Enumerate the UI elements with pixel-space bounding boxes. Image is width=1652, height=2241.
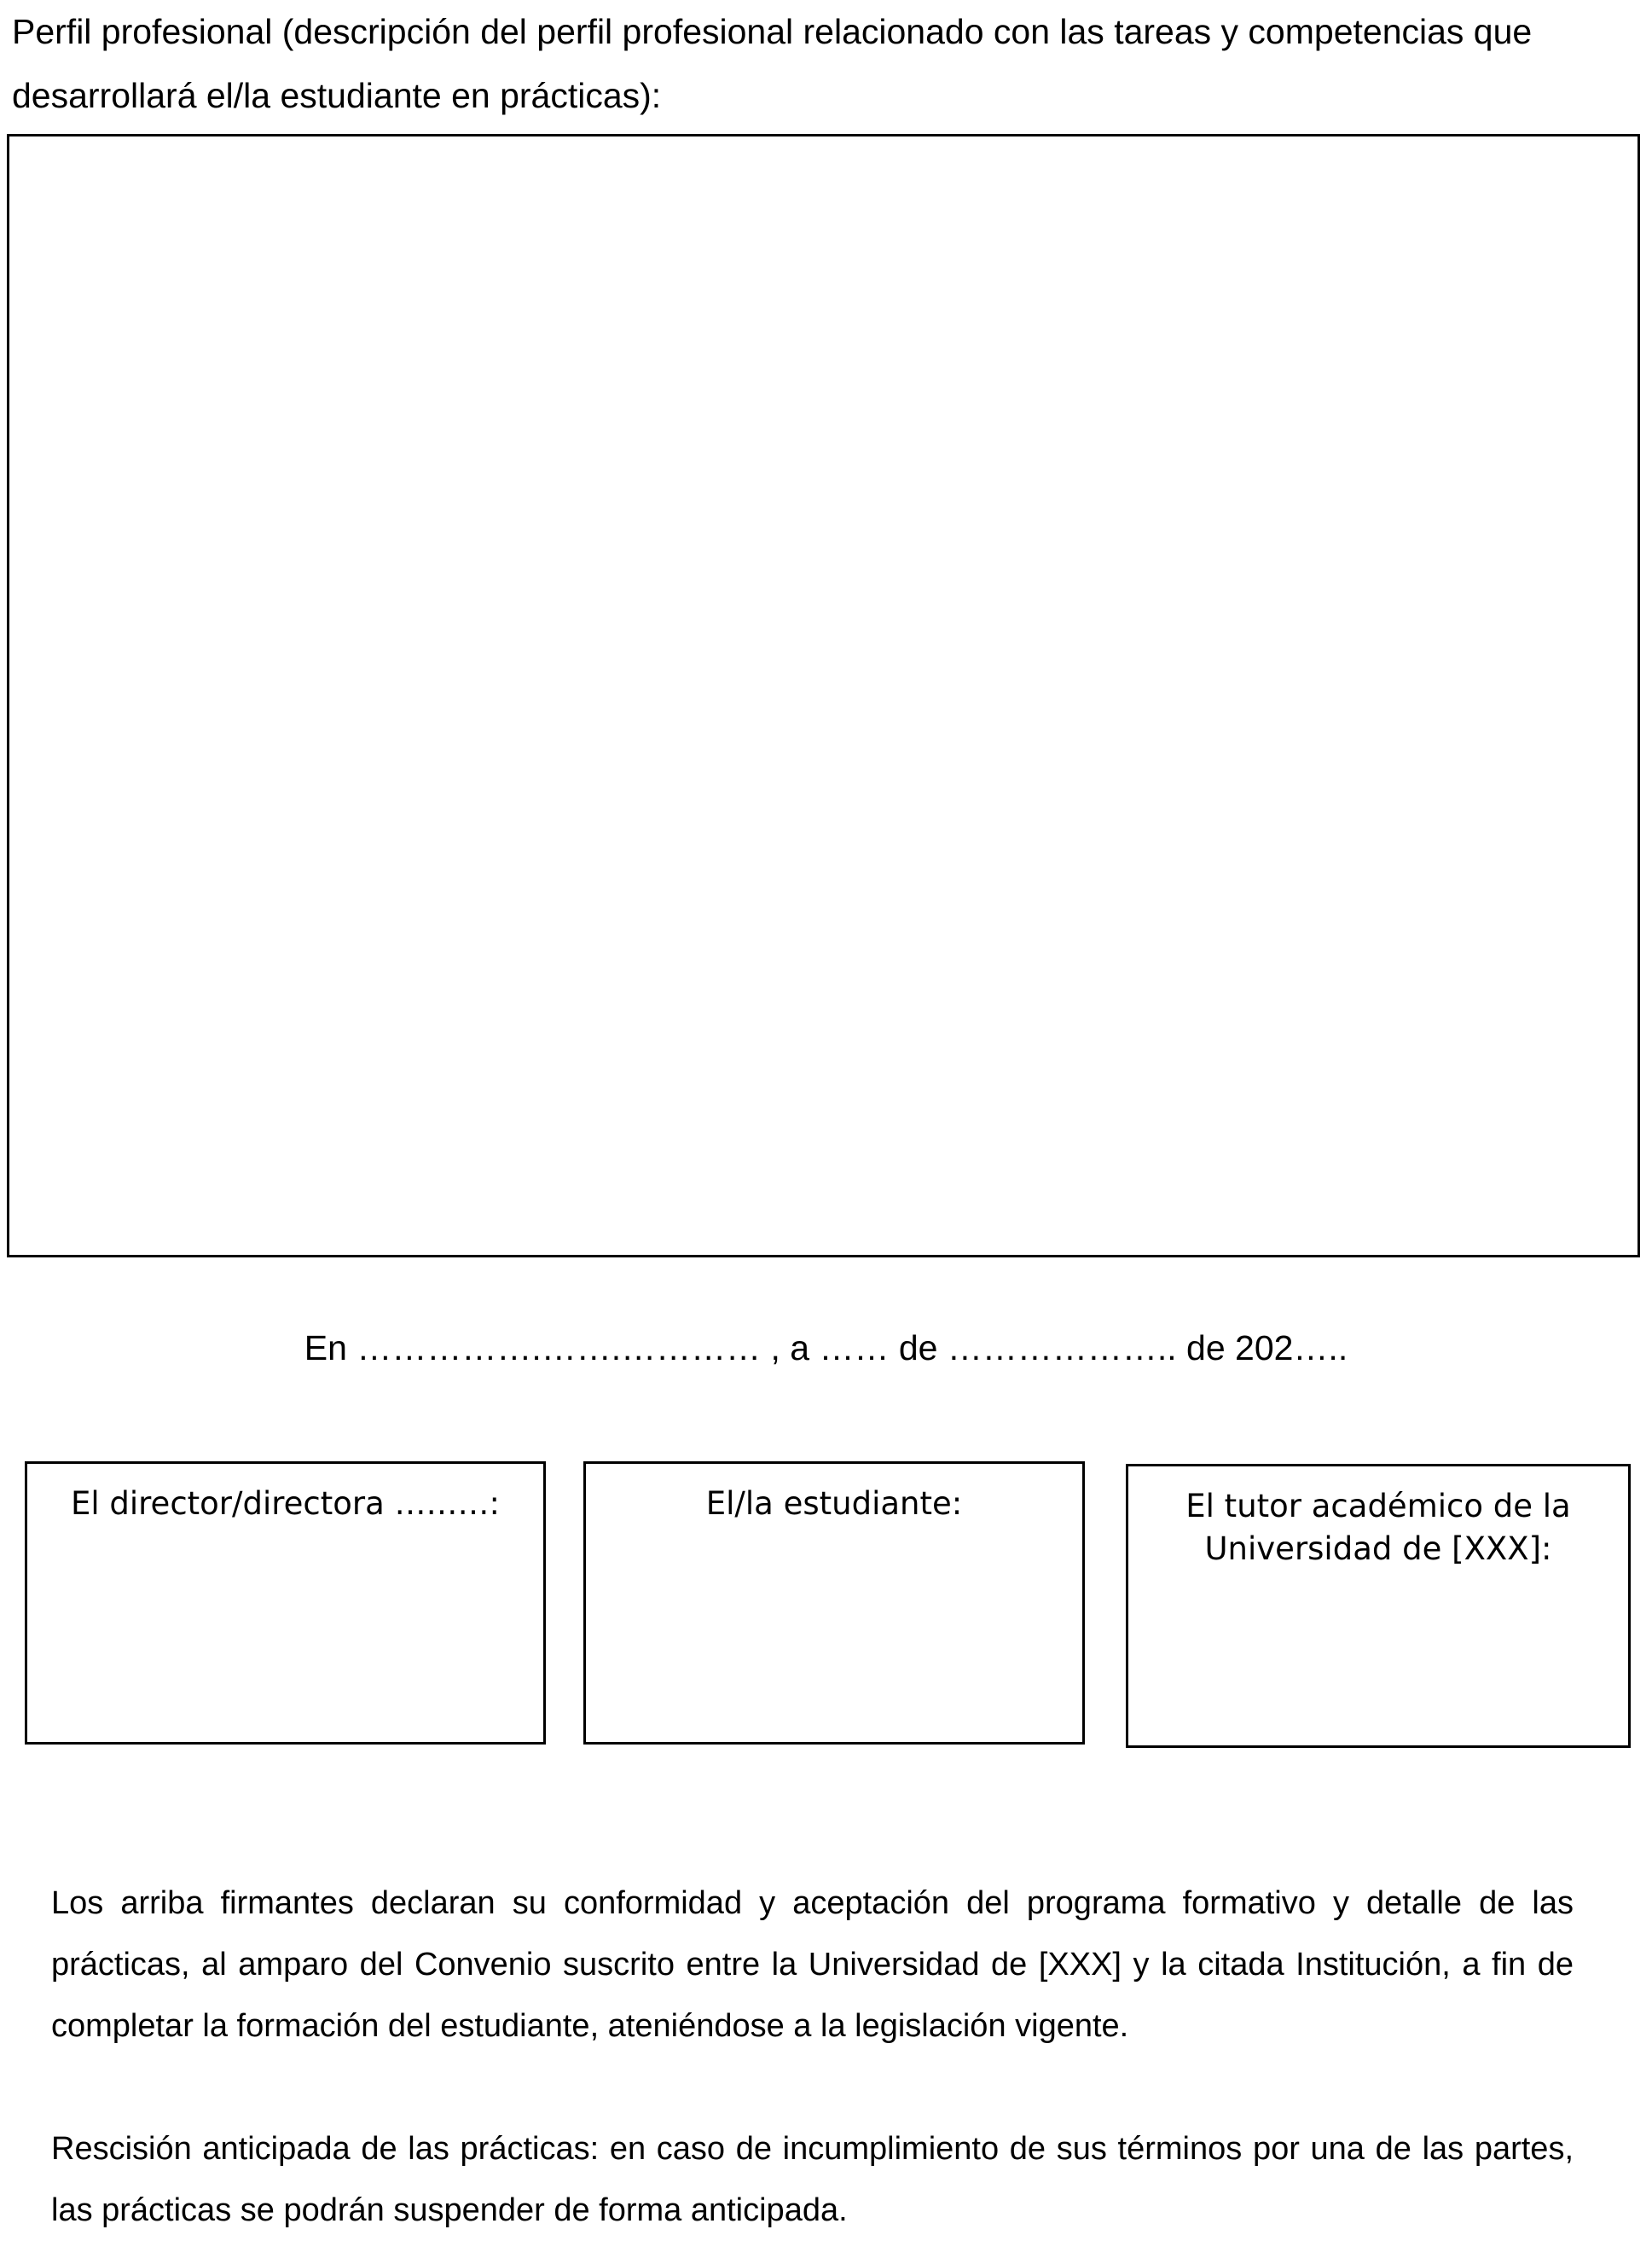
profile-intro: Perfil profesional (descripción del perfil profesional relacionado con las tareas y competencias que desarrollará el/la estudiante en prácticas):	[12, 12, 1533, 115]
signature-label-tutor: El tutor académico de la Universidad de [XXX]:	[1185, 1488, 1571, 1567]
declaration-paragraph: Los arriba firmantes declaran su conformidad y aceptación del programa formativo y detalle de las prácticas, al amparo del Convenio suscrito entre la Universidad de [XXX] y la citada Institución, a fin de completar la formación del estudiante, ateniéndose a la legislación vigente.	[51, 1885, 1574, 2044]
place-date-line: En …………….…….………… , a …… de ……………….. de 202…..	[304, 1328, 1348, 1367]
signature-box-student[interactable]	[583, 1461, 1085, 1745]
profile-description-box[interactable]	[7, 134, 1640, 1257]
signature-label-student: El/la estudiante:	[705, 1485, 963, 1522]
signature-label-director: El director/directora ………:	[70, 1485, 501, 1522]
signature-box-tutor[interactable]	[1126, 1464, 1631, 1748]
rescission-paragraph: Rescisión anticipada de las prácticas: en caso de incumplimiento de sus términos por una de las partes, las prácticas se podrán suspender de forma anticipada.	[51, 2131, 1574, 2228]
signature-box-director[interactable]	[25, 1461, 546, 1745]
